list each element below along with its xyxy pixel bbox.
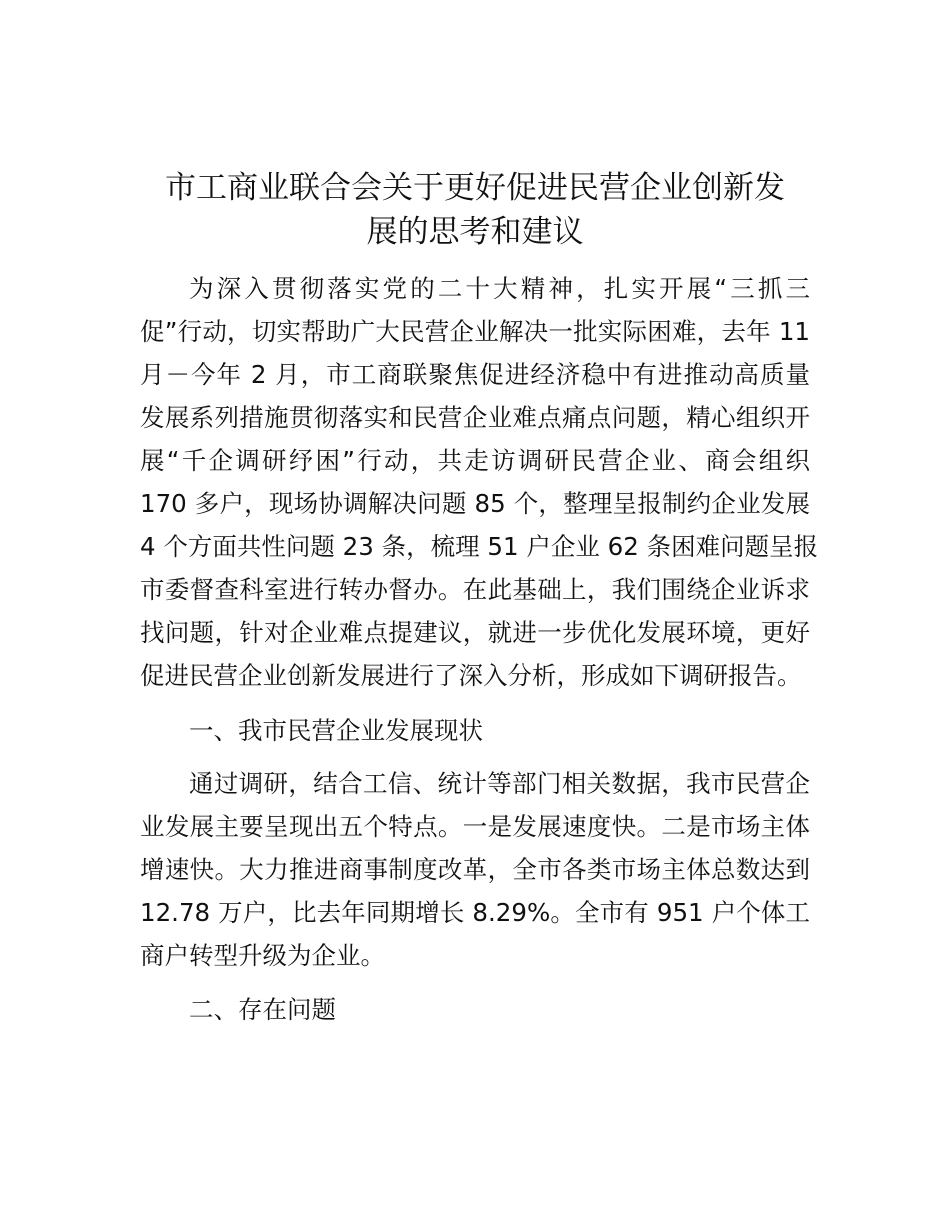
title-line: 展的思考和建议 (366, 214, 584, 250)
paragraph-line: 商户转型升级为企业。 (140, 941, 385, 970)
paragraph-line: 12.78 万户，比去年同期增长 8.29%。全市有 951 户个体工 (140, 898, 810, 927)
paragraph-line: 月－今年 2 月，市工商联聚焦促进经济稳中有进推动高质量 (140, 360, 810, 389)
paragraph-line: 找问题，针对企业难点提建议，就进一步优化发展环境，更好 (140, 618, 810, 647)
title-line: 市工商业联合会关于更好促进民营企业创新发 (165, 170, 785, 206)
paragraph-line: 为深入贯彻落实党的二十大精神，扎实开展“三抓三 (189, 274, 810, 303)
paragraph-line: 4 个方面共性问题 23 条，梳理 51 户企业 62 条困难问题呈报 (140, 532, 819, 561)
paragraph-line: 170 多户，现场协调解决问题 85 个，整理呈报制约企业发展 (140, 489, 810, 518)
paragraph-line: 市委督查科室进行转办督办。在此基础上，我们围绕企业诉求 (140, 575, 810, 604)
paragraph-line: 促”行动，切实帮助广大民营企业解决一批实际困难，去年 11 (140, 317, 810, 346)
section-heading: 二、存在问题 (189, 995, 336, 1024)
document-title (140, 166, 810, 254)
paragraph-line: 促进民营企业创新发展进行了深入分析，形成如下调研报告。 (140, 661, 802, 690)
paragraph-line: 增速快。大力推进商事制度改革，全市各类市场主体总数达到 (140, 855, 810, 884)
paragraph-line: 展“千企调研纾困”行动，共走访调研民营企业、商会组织 (140, 446, 810, 475)
paragraph-line: 通过调研，结合工信、统计等部门相关数据，我市民营企 (189, 769, 810, 798)
paragraph-line: 发展系列措施贯彻落实和民营企业难点痛点问题，精心组织开 (140, 403, 810, 432)
section-heading: 一、我市民营企业发展现状 (189, 716, 483, 745)
paragraph-line: 业发展主要呈现出五个特点。一是发展速度快。二是市场主体 (140, 812, 810, 841)
